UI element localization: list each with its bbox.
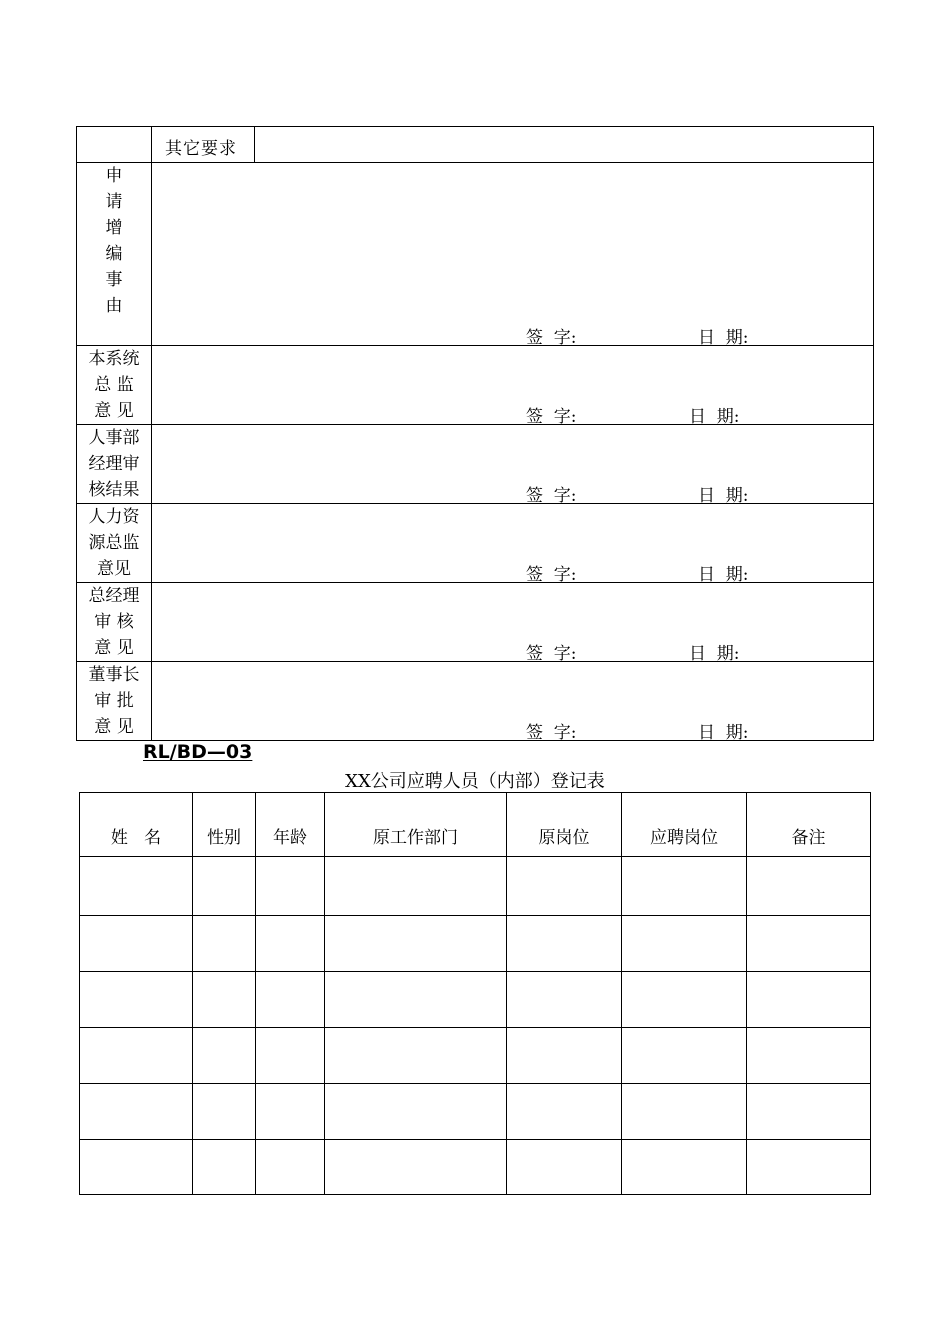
form-code: RL/BD—03 (143, 741, 253, 763)
reason-field[interactable] (152, 163, 872, 344)
table-row[interactable] (80, 916, 870, 971)
table-row[interactable] (80, 1140, 870, 1194)
header-age: 年龄 (273, 828, 307, 848)
hr-director-opinion-field[interactable] (152, 504, 872, 581)
date-label: 日 期: (698, 328, 749, 348)
date-label: 日 期: (698, 486, 749, 506)
chairman-approval-field[interactable] (152, 662, 872, 739)
date-label: 日 期: (689, 407, 740, 427)
register-title: XX公司应聘人员（内部）登记表 (345, 771, 605, 792)
table-row[interactable] (80, 1084, 870, 1139)
section-label-system-director: 本系统 总 监 意 见 (88, 349, 140, 421)
signature-label: 签 字: (526, 486, 577, 506)
header-applied-position: 应聘岗位 (650, 828, 718, 848)
signature-label: 签 字: (526, 328, 577, 348)
header-remarks: 备注 (791, 828, 826, 848)
date-label: 日 期: (698, 565, 749, 585)
section-label-general-manager: 总经理 审 核 意 见 (88, 586, 140, 658)
system-director-opinion-field[interactable] (152, 346, 872, 423)
header-original-department: 原工作部门 (373, 828, 458, 848)
section-label-reason: 申 请 增 编 事 由 (105, 166, 123, 316)
section-label-hr-manager: 人事部 经理审 核结果 (88, 428, 140, 500)
signature-label: 签 字: (526, 723, 577, 743)
signature-label: 签 字: (526, 565, 577, 585)
general-manager-opinion-field[interactable] (152, 583, 872, 660)
hr-manager-result-field[interactable] (152, 425, 872, 502)
signature-label: 签 字: (526, 644, 577, 664)
date-label: 日 期: (698, 723, 749, 743)
section-label-chairman: 董事长 审 批 意 见 (88, 665, 140, 737)
date-label: 日 期: (689, 644, 740, 664)
other-requirements-label: 其它要求 (165, 139, 237, 159)
table-row[interactable] (80, 1028, 870, 1083)
table-row[interactable] (80, 972, 870, 1027)
signature-label: 签 字: (526, 407, 577, 427)
other-requirements-field[interactable] (255, 127, 872, 161)
header-original-position: 原岗位 (538, 828, 590, 848)
section-label-hr-director: 人力资 源总监 意见 (88, 507, 140, 579)
header-name: 姓 名 (110, 828, 162, 848)
header-gender: 性别 (207, 828, 241, 848)
table-row[interactable] (80, 857, 870, 915)
